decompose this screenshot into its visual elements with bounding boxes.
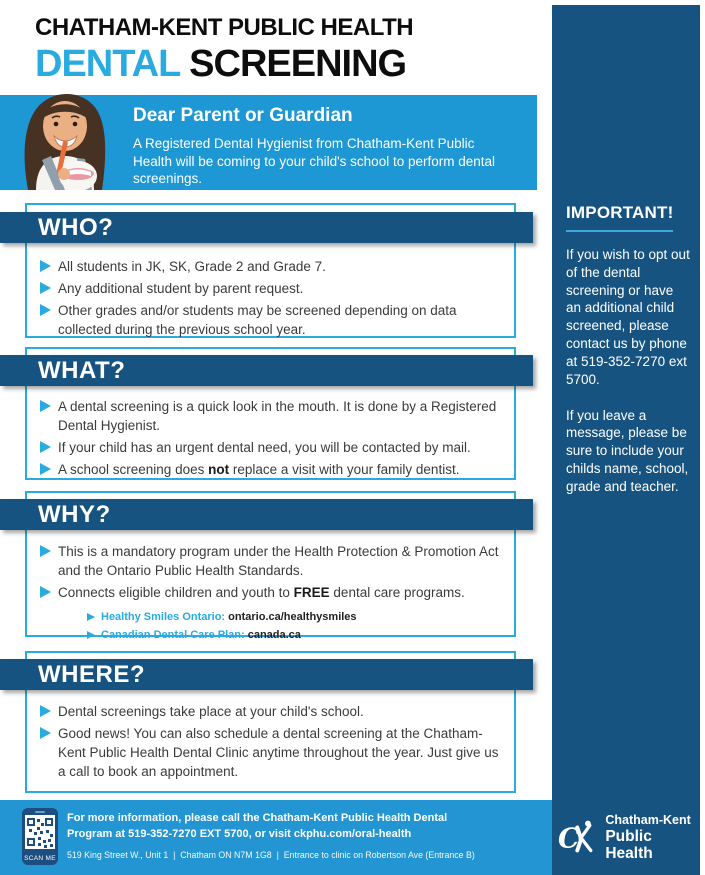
- bullet-text: This is a mandatory program under the Health Protection & Promotion Act and the Ontario Public Health Standards.: [58, 544, 499, 578]
- important-paragraph-2: If you leave a message, please be sure to include your childs name, school, grade and teacher.: [566, 407, 689, 494]
- bullet-text: A dental screening is a quick look in the mouth. It is done by a Registered Dental Hygienist.: [58, 399, 497, 433]
- footer-info-line-1: For more information, please call the Chatham-Kent Public Health Dental: [67, 812, 448, 824]
- bullet-arrow-icon: [40, 705, 51, 717]
- bullet-arrow-icon: [87, 631, 95, 639]
- page-title: [35, 14, 413, 86]
- bullet-arrow-icon: [40, 400, 51, 412]
- bullet-arrow-icon: [40, 441, 51, 453]
- bullet-text: Dental screenings take place at your child's school.: [58, 704, 364, 719]
- title-line-1: CHATHAM-KENT PUBLIC HEALTH: [35, 14, 414, 41]
- scan-me-label: SCAN ME: [24, 855, 56, 862]
- important-paragraph-1: If you wish to opt out of the dental screening or have an additional child screened, please contact us by phone at 519-352-7270 ext 5700.: [566, 247, 690, 387]
- bullet-text: If your child has an urgent dental need, you will be contacted by mail.: [58, 440, 471, 455]
- title-line-2: [35, 43, 413, 86]
- svg-text:C: C: [558, 823, 580, 855]
- what-bullet-1: [40, 397, 500, 435]
- footer-address: 519 King Street W., Unit 1 | Chatham ON N7M 1G8 | Entrance to clinic on Robertson Ave (Entrance B): [67, 849, 475, 860]
- bullet-arrow-icon: [40, 282, 51, 294]
- bullet-text: Good news! You can also schedule a dental screening at the Chatham-Kent Public Health Dental Clinic anytime throughout the year. Just give us a call to book an appointment.: [58, 726, 499, 779]
- footer: [0, 800, 552, 875]
- title-dental: DENTAL: [35, 43, 180, 85]
- girl-with-toothbrush-illustration: [8, 86, 120, 190]
- title-screening: SCREENING: [179, 43, 407, 85]
- banner-text: [133, 105, 525, 188]
- footer-text: [67, 811, 475, 860]
- where-bullet-2: [40, 724, 500, 781]
- bullet-arrow-icon: [40, 304, 51, 316]
- important-heading: IMPORTANT!: [566, 203, 673, 232]
- qr-phone: [22, 808, 58, 865]
- sidebar-important-block: [566, 203, 690, 496]
- bullet-text: All students in JK, SK, Grade 2 and Grade 7.: [58, 259, 326, 274]
- banner-body: A Registered Dental Hygienist from Chatham-Kent Public Health will be coming to your child's school to perform dental screenings.: [133, 136, 496, 187]
- canadian-dental-plan-link: Canadian Dental Care Plan: canada.ca: [87, 628, 500, 643]
- ck-logo-icon: [558, 817, 602, 859]
- section-why-header: WHY?: [0, 499, 533, 530]
- who-bullet-3: [40, 301, 500, 339]
- banner-heading: Dear Parent or Guardian: [133, 105, 353, 126]
- ck-public-health-logo: [558, 814, 700, 862]
- bullet-arrow-icon: [40, 463, 51, 475]
- footer-info-line-2: Program at 519-352-7270 EXT 5700, or visit ckphu.com/oral-health: [67, 827, 412, 840]
- what-bullet-2: [40, 438, 500, 457]
- qr-code-icon: [25, 815, 55, 849]
- bullet-text: Any additional student by parent request.: [58, 281, 304, 296]
- bullet-arrow-icon: [87, 613, 95, 621]
- who-bullet-2: [40, 279, 500, 298]
- sidebar: [552, 5, 700, 875]
- bullet-text: Connects eligible children and youth to FREE dental care programs.: [58, 585, 465, 600]
- why-bullet-1: [40, 542, 500, 580]
- logo-org-name: Chatham-Kent: [605, 813, 691, 827]
- where-bullet-1: [40, 702, 500, 721]
- section-who-header: WHO?: [0, 212, 533, 243]
- bullet-arrow-icon: [40, 260, 51, 272]
- why-bullet-2: [40, 583, 500, 602]
- section-where-header: WHERE?: [0, 659, 533, 690]
- section-what-header: WHAT?: [0, 355, 533, 386]
- bullet-arrow-icon: [40, 545, 51, 557]
- bullet-text: Other grades and/or students may be screened depending on data collected during the previous school year.: [58, 303, 457, 337]
- logo-dept-name: Public Health: [605, 827, 653, 862]
- bullet-text: A school screening does not replace a visit with your family dentist.: [58, 462, 460, 477]
- healthy-smiles-link: Healthy Smiles Ontario: ontario.ca/healthysmiles: [87, 610, 500, 625]
- who-bullet-1: [40, 257, 500, 276]
- bullet-arrow-icon: [40, 727, 51, 739]
- child-photo: [8, 86, 120, 190]
- bullet-arrow-icon: [40, 586, 51, 598]
- why-program-links: [87, 610, 500, 643]
- phone-speaker: [35, 811, 45, 813]
- logo-text: [605, 814, 700, 862]
- what-bullet-3: [40, 460, 500, 479]
- intro-banner: [0, 95, 537, 190]
